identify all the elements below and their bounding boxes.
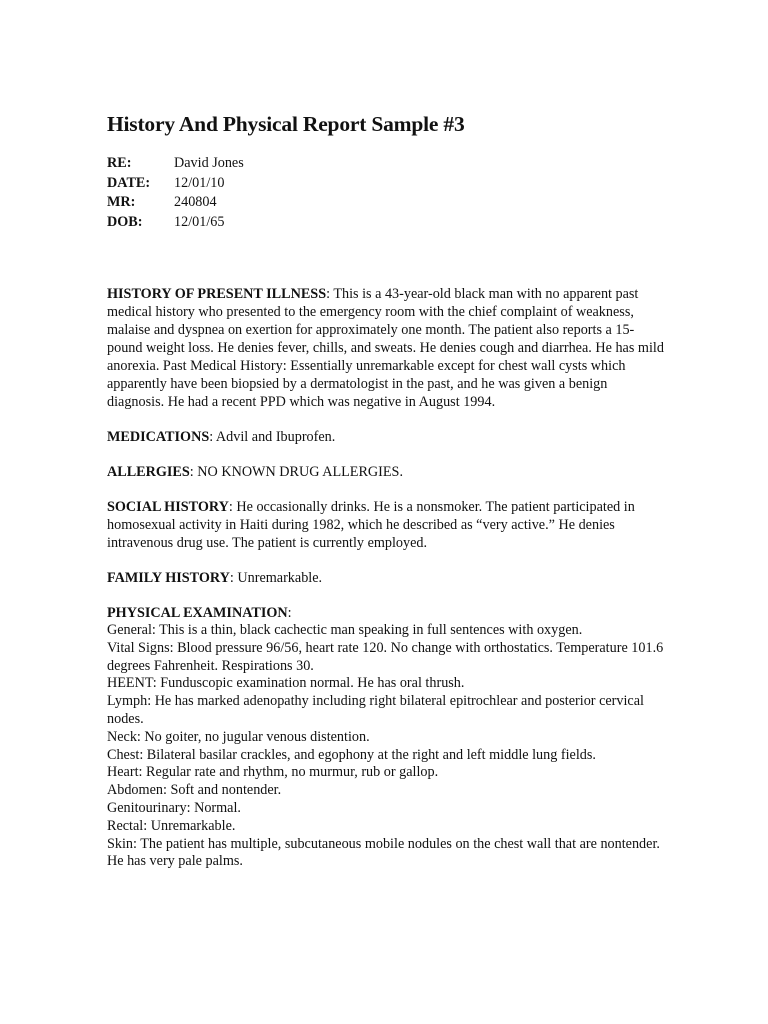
dob-value: 12/01/65 [174,213,225,230]
section-body: : This is a 43-year-old black man with no apparent past medical history who presented to the emergency room with the chief complaint of weakness, malaise and dyspnea on exertion for approximately one month. The patient also reports a 15-pound weight loss. He denies fever, chills, and sweats. He denies cough and diarrhea. He has mild anorexia. Past Medical History: Essentially unremarkable except for chest wall cysts which apparently have been biopsied by a dermatologist in the past, and he was given a benign diagnosis. He had a recent PPD which was negative in August 1994. [107,286,664,410]
exam-lymph: Lymph: He has marked adenopathy including right bilateral epitrochlear and posterior cervical nodes. [107,693,644,727]
mr-label: MR: [107,194,136,210]
family-history-section [107,569,667,587]
section-heading: MEDICATIONS [107,429,210,445]
dob-label: DOB: [107,213,143,230]
re-label: RE: [107,155,132,171]
allergies-section [107,463,667,481]
section-heading: SOCIAL HISTORY [107,499,229,515]
exam-heart: Heart: Regular rate and rhythm, no murmur, rub or gallop. [107,764,439,781]
exam-genitourinary: Genitourinary: Normal. [107,799,241,816]
exam-general: General: This is a thin, black cachectic man speaking in full sentences with oxygen. [107,622,583,638]
exam-heent: HEENT: Funduscopic examination normal. He has oral thrush. [107,675,465,692]
re-row [107,154,667,174]
dob-row [107,213,667,233]
section-body: : Unremarkable. [229,570,323,586]
document-title: History And Physical Report Sample #3 [107,112,465,136]
section-heading: HISTORY OF PRESENT ILLNESS [107,286,327,302]
section-heading: ALLERGIES [107,464,190,480]
exam-skin: Skin: The patient has multiple, subcutaneous mobile nodules on the chest wall that are nontender. He has very pale palms. [107,835,660,870]
section-body: : Advil and Ibuprofen. [209,429,336,445]
date-label: DATE: [107,174,151,191]
exam-abdomen: Abdomen: Soft and nontender. [107,782,282,799]
re-value: David Jones [174,155,244,171]
section-body: : He occasionally drinks. He is a nonsmoker. The patient participated in homosexual activity in Haiti during 1982, which he described as “very active.” He denies intravenous drug use. The patient is currently employed. [107,499,635,551]
section-body: : NO KNOWN DRUG ALLERGIES. [189,464,403,480]
date-value: 12/01/10 [174,174,225,191]
physical-examination-colon: : [287,605,292,621]
history-of-present-illness-section [107,285,667,411]
date-row [107,174,667,194]
physical-examination-list [107,622,667,871]
document-page [107,110,667,871]
social-history-section [107,498,667,552]
mr-row [107,193,667,213]
exam-neck: Neck: No goiter, no jugular venous distention. [107,728,370,745]
section-heading: FAMILY HISTORY [107,570,230,586]
physical-examination-heading [107,604,667,622]
mr-value: 240804 [174,194,217,210]
exam-vital-signs: Vital Signs: Blood pressure 96/56, heart rate 120. No change with orthostatics. Temperature 101.6 degrees Fahrenheit. Respirations 30. [107,639,664,674]
header-fields [107,154,667,232]
physical-examination-title: PHYSICAL EXAMINATION [107,605,288,621]
exam-chest: Chest: Bilateral basilar crackles, and egophony at the right and left middle lung fields. [107,746,596,763]
exam-rectal: Rectal: Unremarkable. [107,817,236,834]
medications-section [107,428,667,446]
